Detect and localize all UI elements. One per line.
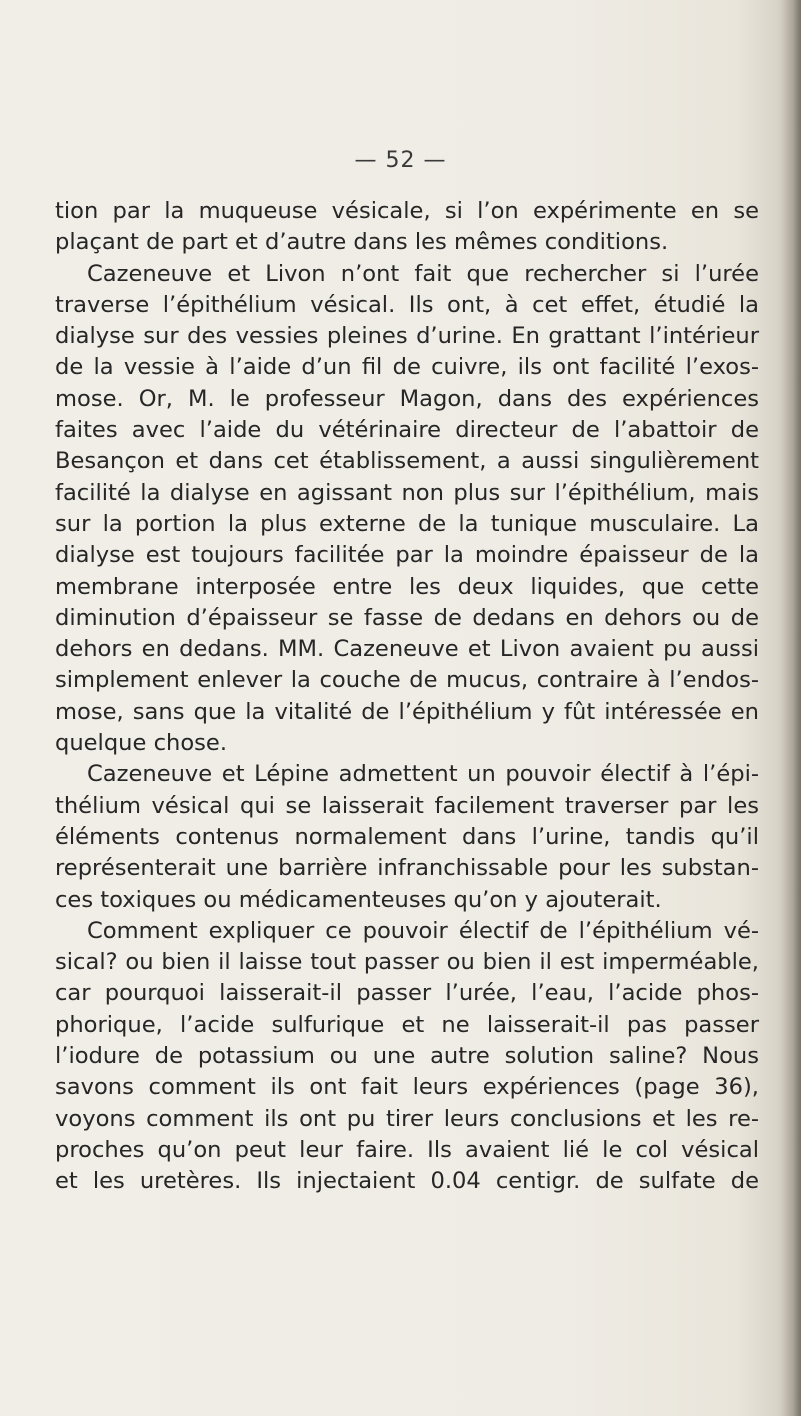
text-line: thélium vésical qui se laisserait facilement traverser par les	[55, 792, 759, 819]
text-line: simplement enlever la couche de mucus, contraire à l’endos-	[55, 667, 759, 694]
text-line: diminution d’épaisseur se fasse de dedans en dehors ou de	[55, 604, 759, 631]
text-line: plaçant de part et d’autre dans les mêmes conditions.	[55, 229, 669, 256]
text-line: éléments contenus normalement dans l’urine, tandis qu’il	[55, 823, 759, 850]
text-line: de la vessie à l’aide d’un fil de cuivre, ils ont facilité l’exos-	[55, 354, 759, 381]
page-number: — 52 —	[354, 148, 447, 173]
text-line: mose, sans que la vitalité de l’épithélium y fût intéressée en	[55, 698, 759, 725]
text-line: Cazeneuve et Lépine admettent un pouvoir électif à l’épi-	[87, 761, 759, 788]
text-line: dialyse est toujours facilitée par la moindre épaisseur de la	[55, 542, 759, 569]
body-text	[55, 196, 759, 1198]
text-line: faites avec l’aide du vétérinaire directeur de l’abattoir de	[55, 417, 759, 444]
text-line: savons comment ils ont fait leurs expériences (page 36),	[55, 1074, 759, 1101]
text-line: facilité la dialyse en agissant non plus sur l’épithélium, mais	[55, 479, 759, 506]
text-line: car pourquoi laisserait-il passer l’urée, l’eau, l’acide phos-	[55, 980, 759, 1007]
text-line: et les uretères. Ils injectaient 0.04 centigr. de sulfate de	[55, 1168, 759, 1195]
text-line: traverse l’épithélium vésical. Ils ont, à cet effet, étudié la	[55, 291, 759, 318]
text-line: sur la portion la plus externe de la tunique musculaire. La	[55, 510, 759, 537]
text-line: dehors en dedans. MM. Cazeneuve et Livon avaient pu aussi	[55, 636, 759, 663]
text-line: mose. Or, M. le professeur Magon, dans des expériences	[55, 385, 759, 412]
text-line: quelque chose.	[55, 730, 228, 757]
text-line: proches qu’on peut leur faire. Ils avaient lié le col vésical	[55, 1136, 759, 1163]
text-line: sical? ou bien il laisse tout passer ou bien il est imperméable,	[55, 949, 759, 976]
text-line: Comment expliquer ce pouvoir électif de l’épithélium vé-	[87, 917, 759, 944]
text-line: dialyse sur des vessies pleines d’urine. En grattant l’intérieur	[55, 323, 759, 350]
text-line: voyons comment ils ont pu tirer leurs conclusions et les re-	[55, 1105, 759, 1132]
text-line: l’iodure de potassium ou une autre solution saline? Nous	[55, 1043, 759, 1070]
text-line: ces toxiques ou médicamenteuses qu’on y ajouterait.	[55, 886, 662, 913]
page-edge-shadow	[781, 0, 801, 1416]
text-line: Cazeneuve et Livon n’ont fait que rechercher si l’urée	[87, 260, 759, 287]
text-line: Besançon et dans cet établissement, a aussi singulièrement	[55, 448, 759, 475]
text-line: tion par la muqueuse vésicale, si l’on expérimente en se	[55, 198, 759, 224]
text-line: phorique, l’acide sulfurique et ne laisserait-il pas passer	[55, 1011, 759, 1038]
text-line: membrane interposée entre les deux liquides, que cette	[55, 573, 759, 600]
text-line: représenterait une barrière infranchissable pour les substan-	[55, 855, 759, 882]
